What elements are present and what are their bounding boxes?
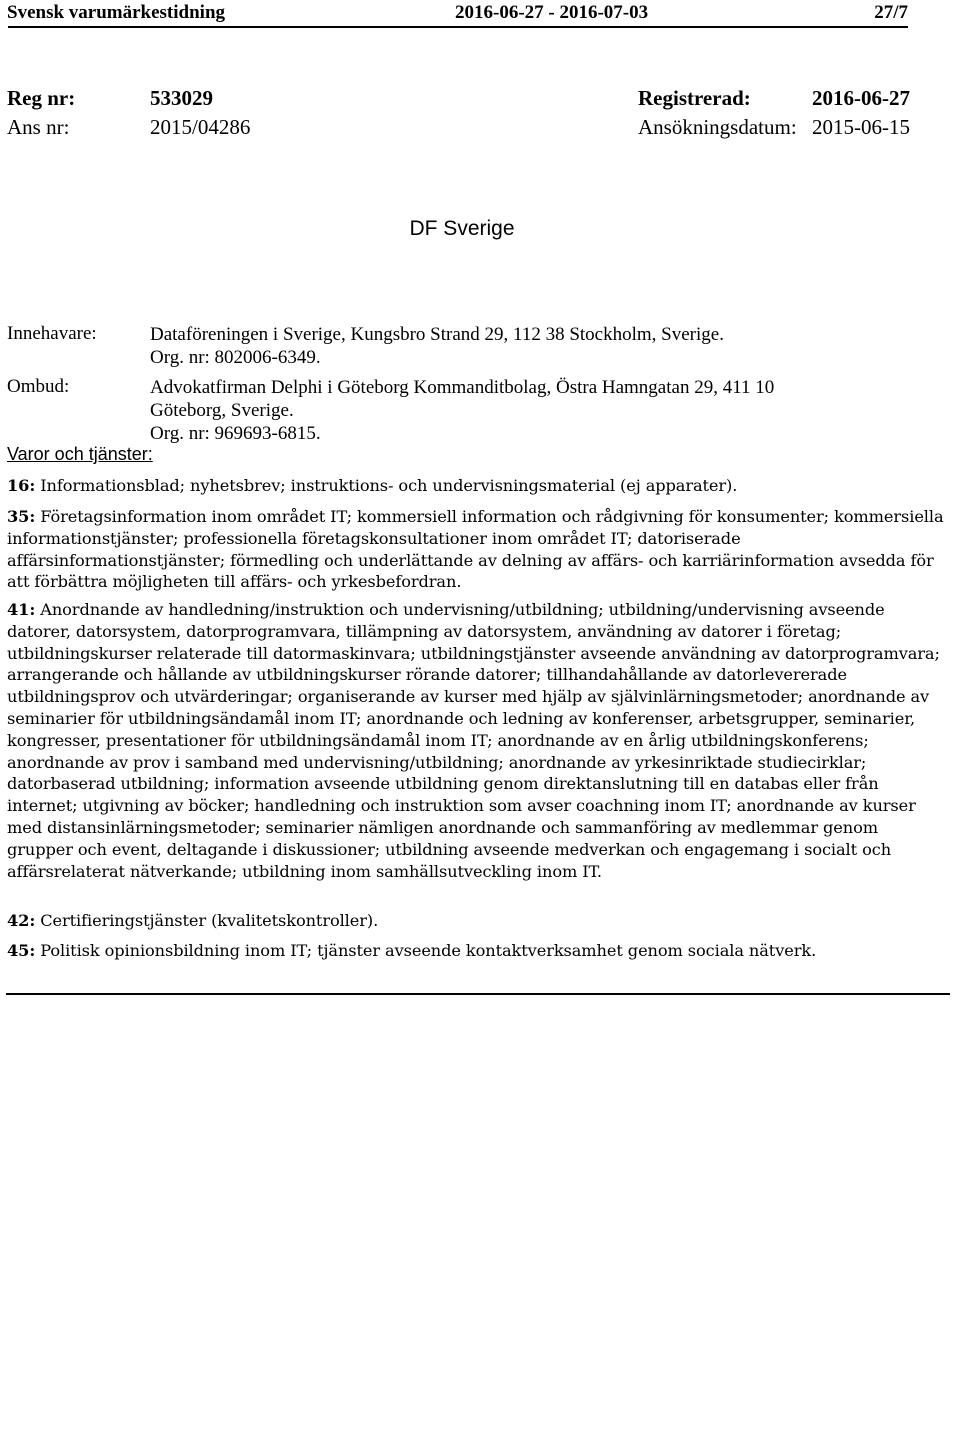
reg-value: 533029 (150, 86, 213, 110)
ans-value: 2015/04286 (150, 115, 251, 139)
holder-address: Dataföreningen i Sverige, Kungsbro Strand 29, 112 38 Stockholm, Sverige. (150, 324, 724, 345)
journal-title: Svensk varumärkestidning (7, 2, 226, 23)
class-text: Informationsblad; nyhetsbrev; instruktions- och undervisningsmaterial (ej apparater). (40, 476, 738, 495)
agent-city: Göteborg, Sverige. (150, 400, 294, 421)
class-number: 42: (7, 911, 36, 930)
class-text: Certifieringstjänster (kvalitetskontroller). (40, 911, 379, 930)
class-35 (7, 506, 945, 593)
class-45 (7, 940, 945, 962)
class-number: 45: (7, 941, 36, 960)
entry-divider (6, 993, 950, 995)
class-42 (7, 910, 945, 932)
ans-label: Ans nr: (7, 115, 70, 139)
class-number: 41: (7, 600, 36, 619)
registered-value: 2016-06-27 (812, 86, 910, 110)
goods-heading: Varor och tjänster: (7, 444, 153, 464)
applied-label: Ansökningsdatum: (638, 115, 797, 139)
reg-label: Reg nr: (7, 86, 76, 110)
class-text: Anordnande av handledning/instruktion och undervisning/utbildning; utbildning/undervisning avseende datorer, datorsystem, datorprogramvara, tillämpning av datorsystem, användning av datorer i företag; utbildningskurser relaterade till datormaskinvara; utbildningstjänster avseende användning av datorprogramvara; arrangerande och hållande av utbildningskurser rörande datorer; tillhandahållande av datorlevererade utbildningsprov och utvärderingar; organiserande av kurser med hjälp av självinlärningsmetoder; anordnande av seminarier för utbildningsändamål inom IT; anordnande och ledning av konferenser, arbetsgrupper, seminarier, kongresser, presentationer för utbildningsändamål inom IT; anordnande av en årlig utbildningskonferens; anordnande av prov i samband med undervisning/utbildning; anordnande av yrkesinriktade studiecirklar; datorbaserad utbildning; information avseende utbildning genom direktanslutning till en databas eller från internet; utgivning av böcker; handledning och instruktion som avser coachning inom IT; anordnande av kurser med distansinlärningsmetoder; seminarier nämligen anordnande och sammanföring av medlemmar genom grupper och event, deltagande i diskussioner; utbildning avseende medverkan och engagemang i socialt och affärsrelaterat nätverkande; utbildning inom samhällsutveckling inom IT. (7, 600, 940, 881)
applied-value: 2015-06-15 (812, 115, 910, 139)
class-41 (7, 599, 945, 882)
publication-period: 2016-06-27 - 2016-07-03 (455, 2, 649, 23)
agent-details (150, 376, 920, 445)
class-text: Företagsinformation inom området IT; kommersiell information och rådgivning för konsumenter; kommersiella informationstjänster; professionella företagskonsultationer inom området IT; datoriserade affärsinformationstjänster; förmedling och underlättande av delning av affärs- och karriärinformation avsedda för att förbättra möjligheten till affärs- och yrkesbefordran. (7, 507, 944, 592)
class-16 (7, 475, 945, 497)
holder-details (150, 323, 920, 369)
agent-org-nr: Org. nr: 969693-6815. (150, 423, 321, 444)
holder-org-nr: Org. nr: 802006-6349. (150, 347, 321, 368)
agent-name: Advokatfirman Delphi i Göteborg Kommanditbolag, Östra Hamngatan 29, 411 10 (150, 377, 775, 398)
trademark-name: DF Sverige (409, 217, 515, 240)
class-number: 35: (7, 507, 36, 526)
page-number: 27/7 (874, 2, 908, 23)
holder-label: Innehavare: (7, 323, 97, 344)
class-number: 16: (7, 476, 36, 495)
agent-label: Ombud: (7, 376, 70, 397)
class-text: Politisk opinionsbildning inom IT; tjänster avseende kontaktverksamhet genom sociala nätverk. (40, 941, 817, 960)
registered-label: Registrerad: (638, 86, 751, 110)
header-divider (8, 26, 908, 28)
